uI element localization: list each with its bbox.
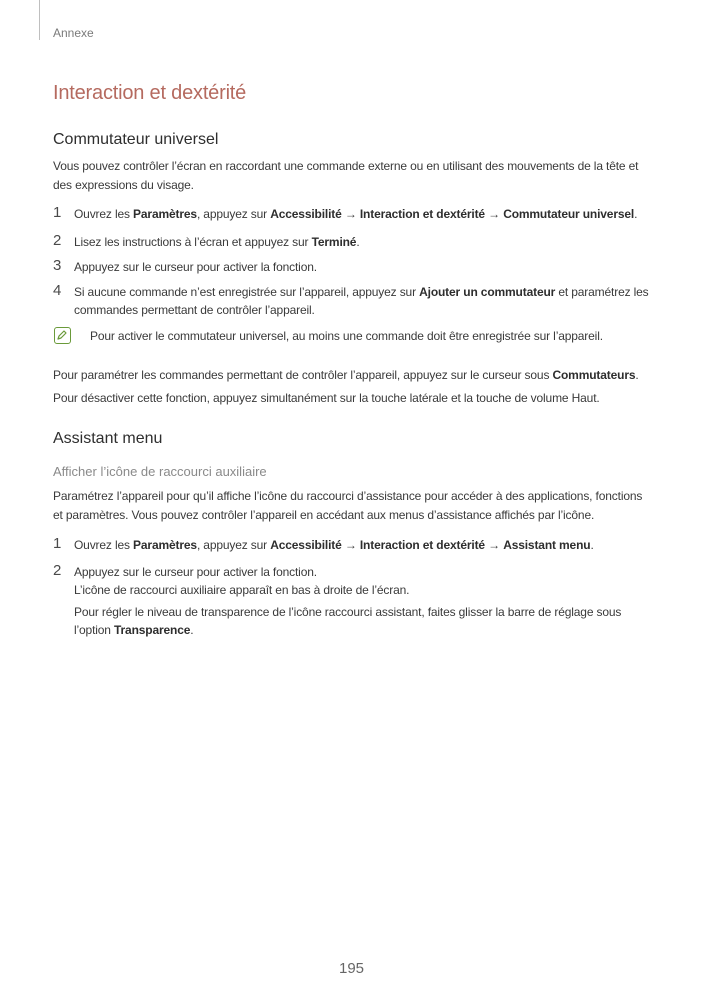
page-content: [53, 82, 653, 639]
section2-intro: Paramétrez l’appareil pour qu’il affiche l’icône du raccourci d’assistance pour accéder à des applications, fonctions et paramètres. Vous pouvez contrôler l’appareil en accédant aux menus d’assistance affichés par l’icône.: [53, 489, 643, 522]
section1-step-3: 3 Appuyez sur le curseur pour activer la fonction.: [53, 257, 317, 274]
section-heading-universal-switch: Commutateur universel: [53, 131, 219, 148]
section1-para-configure: Pour paramétrer les commandes permettant de contrôler l’appareil, appuyez sur le curseur sous Commutateurs.: [53, 368, 639, 382]
section1-para-disable: Pour désactiver cette fonction, appuyez simultanément sur la touche latérale et la touche de volume Haut.: [53, 391, 600, 405]
subsection-heading: Afficher l’icône de raccourci auxiliaire: [53, 464, 267, 479]
section1-step-2: 2 Lisez les instructions à l’écran et appuyez sur Terminé.: [53, 232, 360, 249]
section2-step-1: 1 Ouvrez les Paramètres, appuyez sur Accessibilité → Interaction et dextérité → Assistant menu.: [53, 535, 594, 552]
section-heading-assistant-menu: Assistant menu: [53, 430, 163, 447]
section2-step-2: 2 Appuyez sur le curseur pour activer la fonction. L’icône de raccourci auxiliaire apparaît en bas à droite de l’écran. Pour régler le niveau de transparence de l’icône raccourci assistant, faites glisser la barre de réglage sous l’option Transparence.: [53, 562, 622, 637]
section1-step-4: 4 Si aucune commande n’est enregistrée sur l’appareil, appuyez sur Ajouter un commutateur et paramétrez les commandes permettant de contrôler l’appareil.: [53, 282, 649, 317]
section1-intro: Vous pouvez contrôler l’écran en raccordant une commande externe ou en utilisant des mouvements de la tête et des expressions du visage.: [53, 159, 639, 192]
step-number: 1: [53, 204, 62, 221]
section1-step-1: 1 Ouvrez les Paramètres, appuyez sur Accessibilité → Interaction et dextérité → Commutateur universel.: [53, 204, 638, 221]
step-number: 3: [53, 257, 62, 274]
note-pencil-icon: [54, 327, 71, 344]
running-header: Annexe: [53, 26, 94, 40]
step-number: 2: [53, 562, 62, 579]
page-number: 195: [338, 960, 365, 977]
note: Pour activer le commutateur universel, au moins une commande doit être enregistrée sur l’appareil.: [53, 327, 653, 346]
page-title: Interaction et dextérité: [53, 82, 247, 104]
step-number: 2: [53, 232, 62, 249]
step-number: 4: [53, 282, 62, 299]
header-rule: [39, 0, 40, 40]
step-number: 1: [53, 535, 62, 552]
